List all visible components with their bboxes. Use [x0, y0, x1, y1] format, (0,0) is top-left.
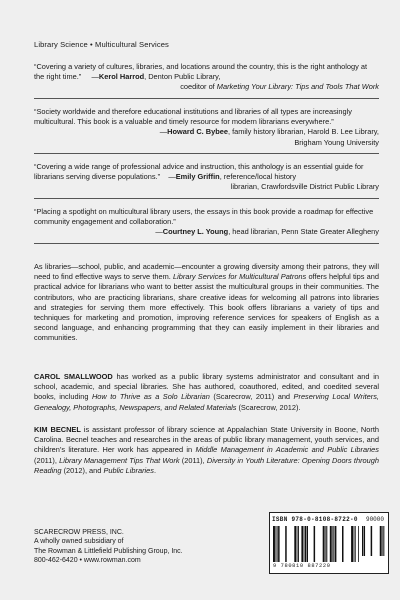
- blurb-author: Courtney L. Young: [162, 227, 229, 237]
- divider: [34, 243, 379, 244]
- barcode-bars: [273, 526, 359, 562]
- blurb-author: Kerol Harrod: [98, 72, 145, 82]
- book-title: Library Services for Multicultural Patrons: [173, 272, 307, 282]
- blurb-affiliation: Brigham Young University: [294, 137, 379, 147]
- blurb-young: [34, 207, 379, 238]
- blurb-griffin: [34, 162, 379, 193]
- publisher-name: SCARECROW PRESS, INC.: [34, 529, 124, 536]
- isbn-number: ISBN 978-0-8108-8722-0: [272, 516, 358, 523]
- divider: [34, 98, 379, 99]
- isbn-barcode: [269, 512, 389, 574]
- publisher-line: The Rowman & Littlefield Publishing Group, Inc.: [34, 547, 183, 555]
- blurb-quote: “Society worldwide and therefore educational institutions and libraries of all types are increasingly multicultural. This book is a valuable and timely resource for modern librarians everywhere.”: [34, 107, 352, 127]
- barcode-digits: 9 780810 887220: [273, 563, 331, 569]
- blurb-quote: “Covering a variety of cultures, libraries, and locations around the country, this is the right anthology at the right time.” —Kerol Harrod, Denton Public Library,: [34, 62, 368, 82]
- author-bio-smallwood: CAROL SMALLWOOD has worked as a public library systems administrator and consultant and in school, academic, and special libraries. She has authored, coauthored, edited, and coedited several books, including How to Thrive as a Solo Librarian (Scarecrow, 2011) and Preserving Local Writers, Genealogy, Photographs, Newspapers, and Related Materials (Scarecrow, 2012).: [34, 372, 379, 412]
- price-code: 90000: [365, 516, 384, 523]
- blurb-author: Howard C. Bybee: [167, 127, 228, 137]
- divider: [34, 198, 379, 199]
- publisher-info: [34, 528, 183, 566]
- blurb-author: Emily Griffin: [175, 172, 220, 182]
- blurb-affiliation: coeditor of Marketing Your Library: Tips and Tools That Work: [180, 82, 379, 92]
- book-description: As libraries—school, public, and academic—encounter a growing diversity among their patrons, they will need to find effective ways to serve them. Library Services for Multicultural Patrons offers helpful tips and practical advice for librarians who want to better assist the multicultural groups in their communities. The contributors, who are practicing librarians, share creative ideas for welcoming all patrons into libraries and strategies for serving them more effectively. This book offers librarians a variety of tips and techniques for marketing and promotion, improving reference services for speakers of English as a second language, and enhancing programming that they can easily implement in their libraries and communities.: [34, 262, 379, 343]
- publisher-line: A wholly owned subsidiary of: [34, 538, 124, 546]
- blurb-harrod: [34, 62, 379, 93]
- author-name: CAROL SMALLWOOD: [34, 372, 113, 381]
- author-name: KIM BECNEL: [34, 425, 81, 434]
- blurb-affiliation: librarian, Crawfordsville District Public Library: [230, 182, 379, 192]
- blurb-attribution: —Howard C. Bybee, family history librarian, Harold B. Lee Library,: [159, 127, 379, 137]
- blurb-quote: “Covering a wide range of professional advice and instruction, this anthology is an essential guide for librarians serving diverse populations.” —Emily Griffin, reference/local history: [34, 162, 364, 182]
- category-line: Library Science • Multicultural Services: [34, 40, 169, 49]
- blurb-quote: “Placing a spotlight on multicultural library users, the essays in this book provide a roadmap for effective community engagement and collaboration.”: [34, 207, 374, 227]
- author-bio-becnel: KIM BECNEL is assistant professor of library science at Appalachian State University in Boone, North Carolina. Becnel teaches and researches in the areas of public library management, youth services, and children’s literature. Her work has appeared in Middle Management in Academic and Public Libraries (2011), Library Management Tips That Work (2011), Diversity in Youth Literature: Opening Doors through Reading (2012), and Public Libraries.: [34, 425, 379, 475]
- addon-barcode-bars: [362, 526, 386, 556]
- divider: [34, 153, 379, 154]
- blurb-bybee: [34, 107, 379, 148]
- publisher-contact: 800-462-6420 • www.rowman.com: [34, 557, 141, 565]
- blurb-attribution: —Courtney L. Young, head librarian, Penn State Greater Allegheny: [155, 227, 379, 237]
